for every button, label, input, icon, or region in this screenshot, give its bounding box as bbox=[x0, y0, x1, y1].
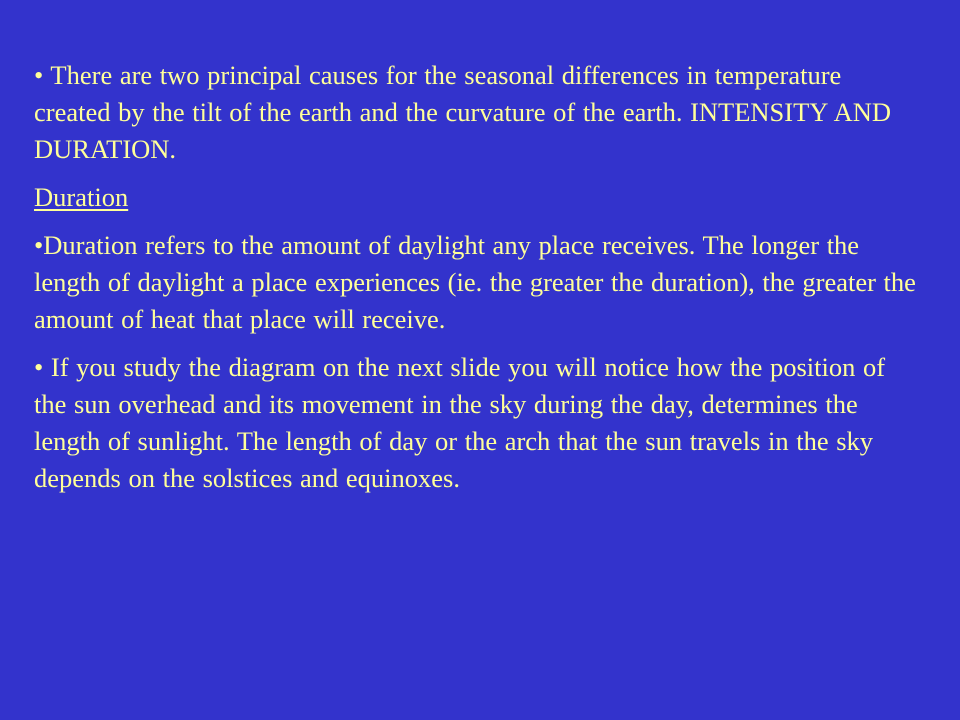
slide-text-body bbox=[34, 57, 924, 508]
intro-bullet-paragraph: • There are two principal causes for the seasonal differences in temperature created by the tilt of the earth and the curvature of the earth. INTENSITY AND DURATION. bbox=[34, 60, 892, 164]
diagram-explanation-paragraph: • If you study the diagram on the next slide you will notice how the position of the sun overhead and its movement in the sky during the day, determines the length of sunlight. The length of day or the arch that the sun travels in the sky depends on the solstices and equinoxes. bbox=[34, 352, 886, 493]
duration-definition-paragraph: •Duration refers to the amount of daylight any place receives. The longer the length of daylight a place experiences (ie. the greater the duration), the greater the amount of heat that place will receive. bbox=[34, 230, 916, 334]
duration-heading: Duration bbox=[34, 182, 129, 212]
